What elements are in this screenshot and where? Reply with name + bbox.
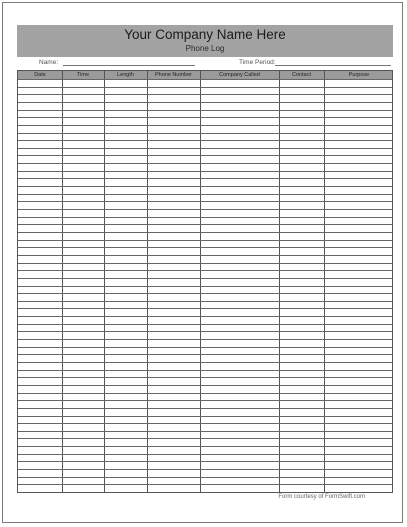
- form-title: Phone Log: [185, 44, 225, 53]
- name-label: Name:: [39, 59, 59, 66]
- column-header-date: Date: [34, 72, 46, 78]
- column-header-time: Time: [76, 72, 90, 78]
- column-header-company-called: Company Called: [219, 72, 260, 78]
- column-header-phone-number: Phone Number: [155, 72, 192, 78]
- name-field[interactable]: [63, 65, 195, 66]
- table-row[interactable]: [18, 484, 392, 493]
- time-period-label: Time Period:: [239, 59, 276, 66]
- title-banner: [17, 25, 393, 57]
- company-name: Your Company Name Here: [124, 27, 286, 42]
- phone-log-form: [2, 2, 403, 523]
- footer-credit: Form courtesy of FormSwift.com: [278, 494, 365, 500]
- table-header-row: [18, 71, 392, 79]
- column-header-length: Length: [117, 72, 134, 78]
- column-header-contact: Contact: [292, 72, 311, 78]
- phone-log-table: [17, 70, 393, 493]
- time-period-field[interactable]: [275, 65, 391, 66]
- column-header-purpose: Purpose: [348, 72, 370, 78]
